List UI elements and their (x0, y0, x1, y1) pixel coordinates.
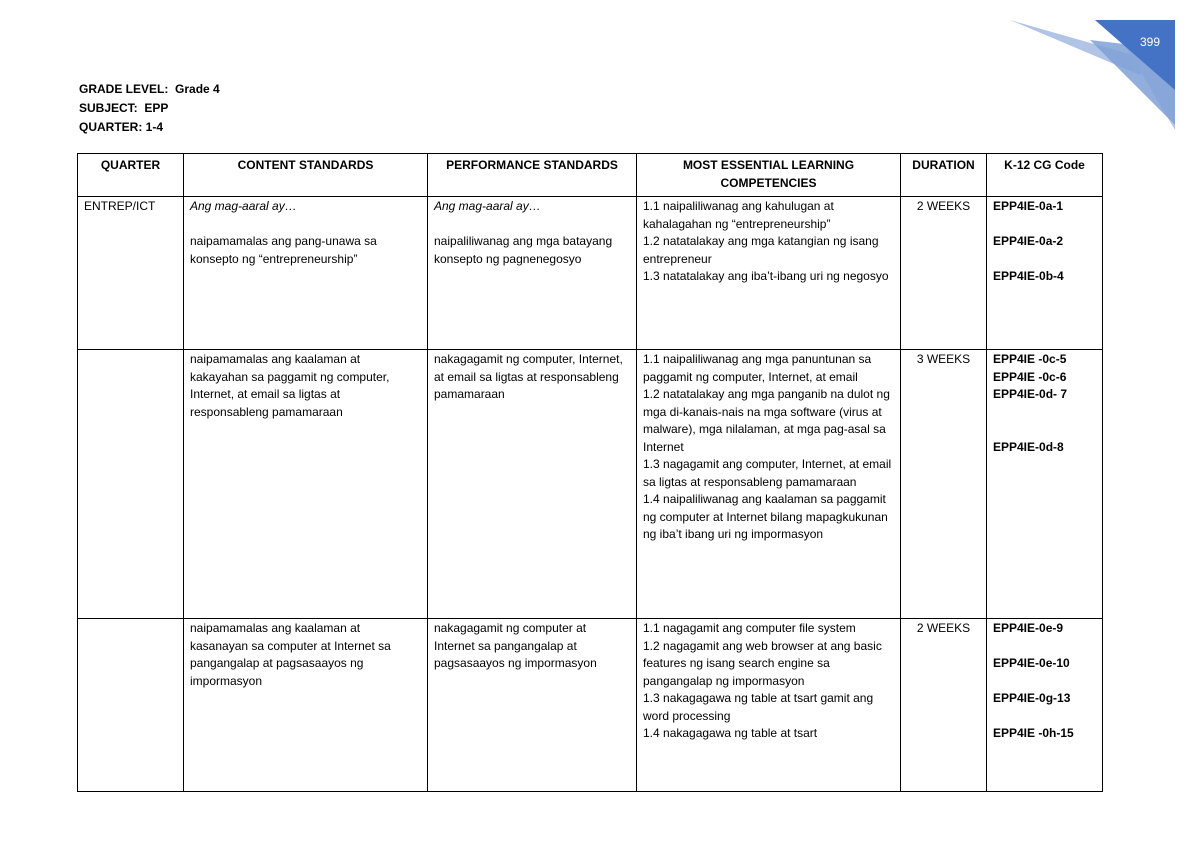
grade-level-row (79, 80, 220, 99)
competency-item: 1.3 natatalakay ang iba’t-ibang uri ng negosyo (643, 269, 889, 283)
content-standard-text: naipamamalas ang kaalaman at kakayahan sa paggamit ng computer, Internet, at email sa ligtas at responsableng pamamaraan (190, 352, 390, 419)
competencies-cell (637, 197, 901, 350)
competency-item: 1.2 natatalakay ang mga panganib na dulot ng mga di-kanais-nais na mga software (virus at malware), mga nilalaman, at mga pag-asal sa Internet (643, 387, 890, 454)
competencies-cell (637, 619, 901, 792)
curriculum-table (77, 153, 1103, 792)
cg-code: EPP4IE-0b-4 (993, 269, 1064, 283)
col-header-duration: DURATION (901, 154, 987, 197)
table-row (78, 350, 1103, 619)
table-row (78, 619, 1103, 792)
cg-code: EPP4IE-0a-2 (993, 234, 1064, 248)
competency-item: 1.1 naipaliliwanag ang mga panuntunan sa paggamit ng computer, Internet, at email (643, 352, 872, 384)
competency-item: 1.3 nagagamit ang computer, Internet, at email sa ligtas at responsableng pamamaraan (643, 457, 892, 489)
grade-label: GRADE LEVEL: (79, 82, 169, 96)
competency-item: 1.1 nagagamit ang computer file system (643, 621, 856, 635)
subject-value: EPP (144, 101, 169, 115)
duration-cell: 3 WEEKS (901, 350, 987, 619)
cg-code: EPP4IE-0d-8 (993, 439, 1064, 454)
quarter-cell (78, 619, 184, 792)
competency-item: 1.4 naipaliliwanag ang kaalaman sa paggamit ng computer at Internet bilang mapagkukunan ng iba’t ibang uri ng impormasyon (643, 492, 888, 541)
performance-intro: Ang mag-aaral ay… (434, 199, 541, 213)
code-cell (987, 619, 1103, 792)
quarter-cell: ENTREP/ICT (78, 197, 184, 350)
content-standards-cell (184, 350, 428, 619)
performance-standard-text: naipaliliwanag ang mga batayang konsepto ng pagnenegosyo (434, 234, 613, 266)
performance-standards-cell (428, 619, 637, 792)
col-header-code: K-12 CG Code (987, 154, 1103, 197)
performance-standards-cell (428, 197, 637, 350)
duration-cell: 2 WEEKS (901, 197, 987, 350)
quarter-label: QUARTER: (79, 120, 143, 134)
competency-item: 1.2 natatalakay ang mga katangian ng isang entrepreneur (643, 234, 879, 266)
corner-decoration (1000, 0, 1200, 140)
subject-label: SUBJECT: (79, 101, 138, 115)
performance-standard-text: nakagagamit ng computer at Internet sa pangangalap at pagsasaayos ng impormasyon (434, 621, 597, 670)
cg-code: EPP4IE-0e-9 (993, 621, 1064, 635)
cg-code: EPP4IE-0e-10 (993, 656, 1070, 670)
code-cell (987, 197, 1103, 350)
performance-standards-cell (428, 350, 637, 619)
quarter-cell (78, 350, 184, 619)
col-header-performance-standards: PERFORMANCE STANDARDS (428, 154, 637, 197)
competency-item: 1.1 naipaliliwanag ang kahulugan at kahalagahan ng “entrepreneurship” (643, 199, 834, 231)
cg-code: EPP4IE -0c-5 (993, 352, 1067, 366)
code-cell (987, 350, 1103, 619)
cg-code: EPP4IE-0d- 7 (993, 387, 1068, 401)
grade-value: Grade 4 (175, 82, 220, 96)
competency-item: 1.3 nakagagawa ng table at tsart gamit ang word processing (643, 691, 874, 723)
table-row (78, 197, 1103, 350)
table-header-row (78, 154, 1103, 197)
cg-code: EPP4IE -0h-15 (993, 726, 1074, 740)
page-number: 399 (1139, 35, 1161, 49)
cg-code: EPP4IE-0a-1 (993, 199, 1064, 213)
duration-cell: 2 WEEKS (901, 619, 987, 792)
col-header-content-standards: CONTENT STANDARDS (184, 154, 428, 197)
cg-code: EPP4IE-0g-13 (993, 691, 1071, 705)
content-standard-text: naipamamalas ang kaalaman at kasanayan sa computer at Internet sa pangangalap at pagsasaayos ng impormasyon (190, 621, 391, 688)
quarter-value: 1-4 (145, 120, 164, 134)
competency-item: 1.2 nagagamit ang web browser at ang basic features ng isang search engine sa pangangalap ng impormasyon (643, 638, 882, 688)
performance-standard-text: nakagagamit ng computer, Internet, at email sa ligtas at responsableng pamamaraan (434, 352, 623, 401)
competencies-cell (637, 350, 901, 619)
content-standards-cell (184, 197, 428, 350)
quarter-row (79, 118, 220, 137)
col-header-quarter: QUARTER (78, 154, 184, 197)
cg-code: EPP4IE -0c-6 (993, 369, 1067, 384)
competency-item: 1.4 nakagagawa ng table at tsart (643, 726, 818, 740)
col-header-competencies: MOST ESSENTIAL LEARNING COMPETENCIES (637, 154, 901, 197)
content-standard-text: naipamamalas ang pang-unawa sa konsepto ng “entrepreneurship” (190, 234, 377, 266)
document-header (79, 80, 220, 137)
content-standards-cell (184, 619, 428, 792)
content-intro: Ang mag-aaral ay… (190, 199, 297, 213)
subject-row (79, 99, 220, 118)
